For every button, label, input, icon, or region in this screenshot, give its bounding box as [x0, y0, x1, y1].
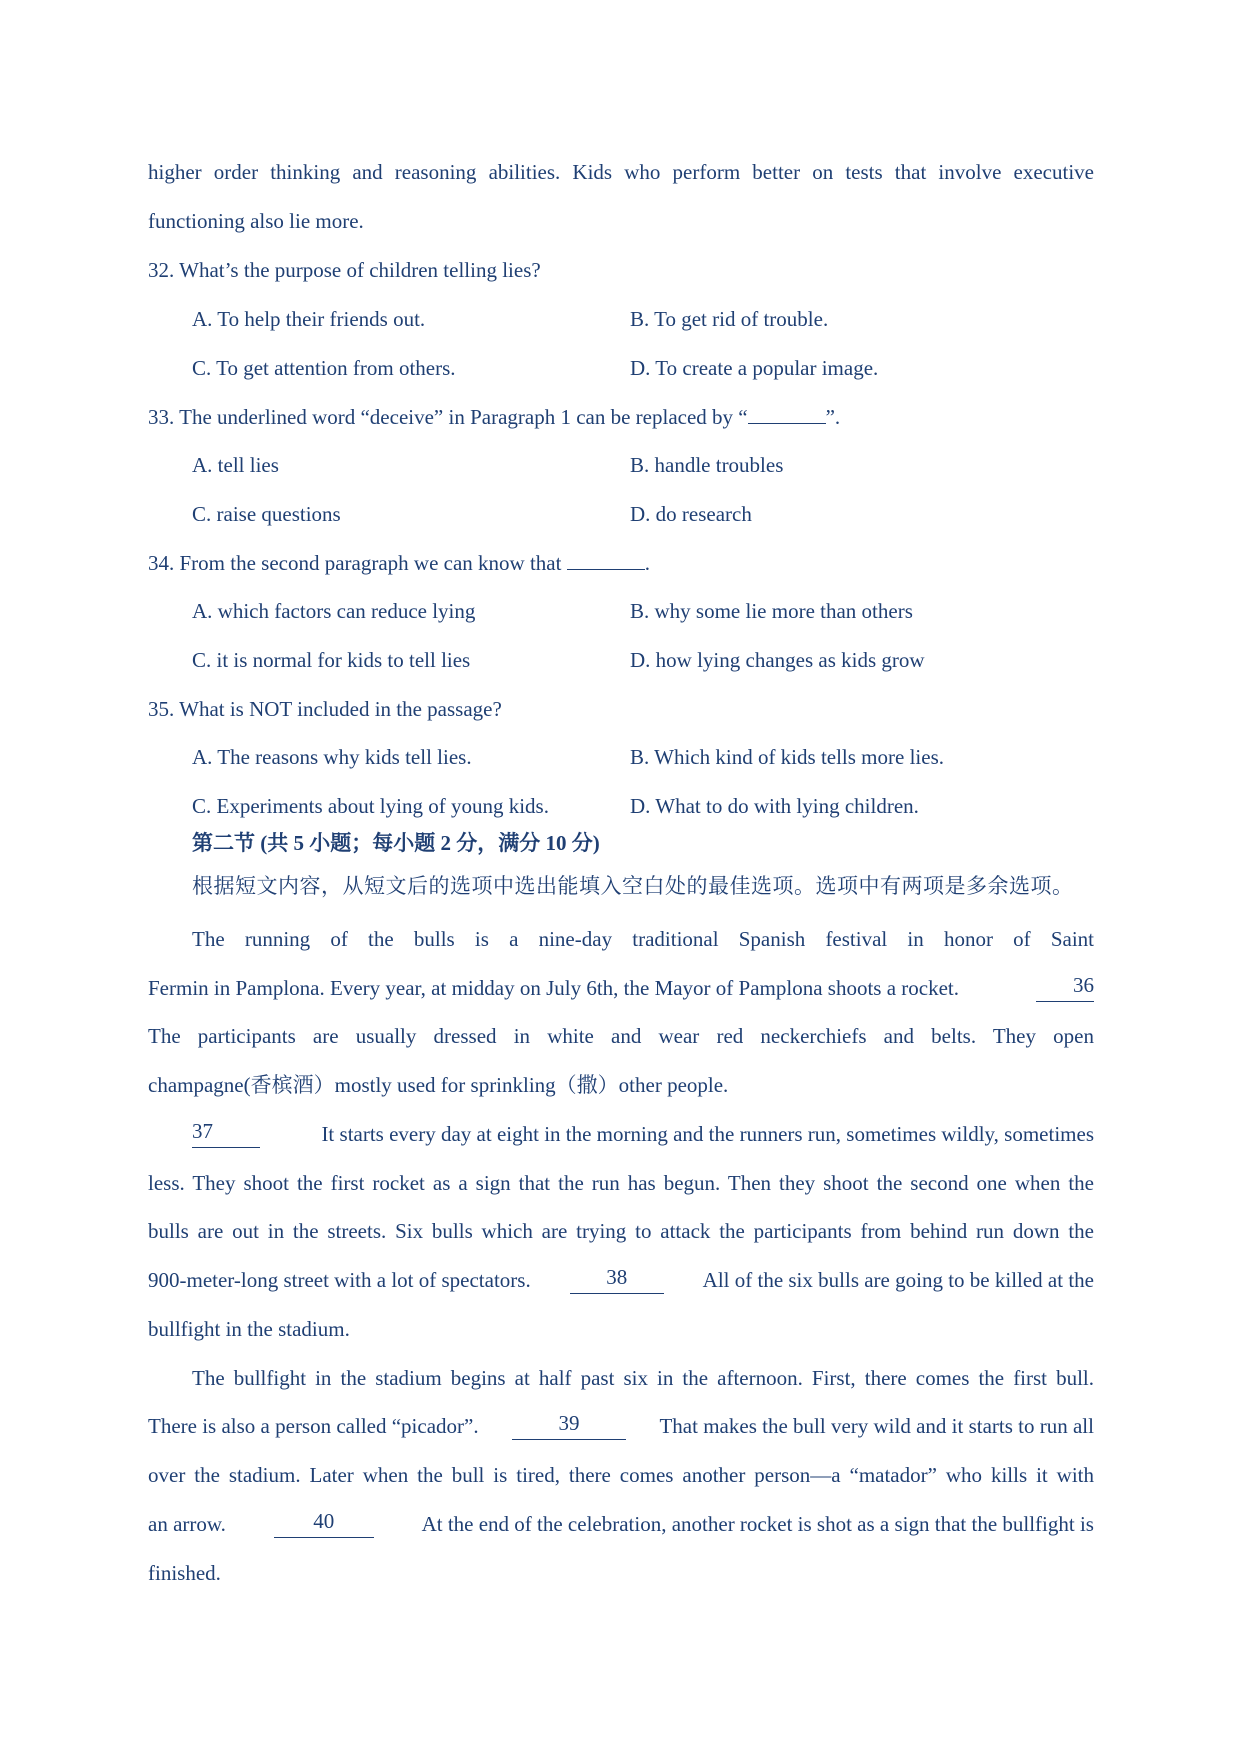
passage-p3-line-2: [148, 1412, 1094, 1440]
intro-line-1: higher order thinking and reasoning abilities. Kids who perform better on tests that involve executive: [148, 160, 1094, 184]
passage-p3-line-1: The bullfight in the stadium begins at half past six in the afternoon. First, there comes the first bull.: [192, 1366, 1094, 1390]
question-33-option-b: B. handle troubles: [630, 453, 784, 477]
question-34-option-b: B. why some lie more than others: [630, 599, 913, 623]
passage-p2-line-3: bulls are out in the streets. Six bulls which are trying to attack the participants from behind run down the: [148, 1219, 1094, 1243]
passage-p3-line-4-text-b: At the end of the celebration, another rocket is shot as a sign that the bullfight is: [421, 1512, 1094, 1536]
section-2-instruction: 根据短文内容，从短文后的选项中选出能填入空白处的最佳选项。选项中有两项是多余选项。: [192, 874, 1074, 898]
blank-36: 36: [1036, 974, 1094, 1002]
blank-37: 37: [192, 1120, 260, 1148]
section-2-title: 第二节 (共 5 小题；每小题 2 分，满分 10 分): [192, 831, 600, 855]
question-33-stem-text: 33. The underlined word “deceive” in Paragraph 1 can be replaced by “: [148, 405, 748, 429]
question-33-option-c: C. raise questions: [192, 502, 341, 526]
passage-p1-line-1: The running of the bulls is a nine-day traditional Spanish festival in honor of Saint: [192, 927, 1094, 951]
blank-38: 38: [570, 1266, 664, 1294]
passage-p1-line-3: The participants are usually dressed in white and wear red neckerchiefs and belts. They open: [148, 1024, 1094, 1048]
question-34-stem-text: 34. From the second paragraph we can know that: [148, 551, 562, 575]
question-35-option-d: D. What to do with lying children.: [630, 794, 919, 818]
question-32-option-c: C. To get attention from others.: [192, 356, 456, 380]
blank-39: 39: [512, 1412, 626, 1440]
question-35-option-c: C. Experiments about lying of young kids.: [192, 794, 549, 818]
passage-p2-line-4-text-a: 900-meter-long street with a lot of spectators.: [148, 1268, 531, 1292]
passage-p2-line-5: bullfight in the stadium.: [148, 1317, 350, 1341]
passage-p3-line-5: finished.: [148, 1561, 221, 1585]
question-33-option-d: D. do research: [630, 502, 752, 526]
blank-40: 40: [274, 1510, 374, 1538]
question-35-option-a: A. The reasons why kids tell lies.: [192, 745, 472, 769]
passage-p3-line-4: [148, 1510, 1094, 1538]
question-33-stem: [148, 403, 1094, 431]
question-34-stem-end: .: [644, 551, 650, 575]
question-34-option-d: D. how lying changes as kids grow: [630, 648, 925, 672]
passage-p2-line-4: [148, 1266, 1094, 1294]
passage-p1-line-4: champagne(香槟酒）mostly used for sprinkling（撒）other people.: [148, 1073, 729, 1097]
intro-line-2: functioning also lie more.: [148, 209, 364, 233]
question-32-option-b: B. To get rid of trouble.: [630, 307, 829, 331]
passage-p3-line-2-text-b: That makes the bull very wild and it starts to run all: [659, 1414, 1094, 1438]
passage-p2-line-1: [192, 1120, 1094, 1148]
passage-p2-line-1-text: It starts every day at eight in the morning and the runners run, sometimes wildly, sometimes: [321, 1122, 1094, 1146]
passage-p3-line-2-text-a: There is also a person called “picador”.: [148, 1414, 479, 1438]
question-34-option-c: C. it is normal for kids to tell lies: [192, 648, 471, 672]
question-32-option-a: A. To help their friends out.: [192, 307, 426, 331]
question-33-stem-end: ”.: [825, 405, 841, 429]
passage-p1-line-2-text: Fermin in Pamplona. Every year, at midday on July 6th, the Mayor of Pamplona shoots a rocket.: [148, 976, 960, 1000]
question-32-option-d: D. To create a popular image.: [630, 356, 879, 380]
passage-p2-line-2: less. They shoot the first rocket as a sign that the run has begun. Then they shoot the second one when the: [148, 1171, 1094, 1195]
passage-p3-line-4-text-a: an arrow.: [148, 1512, 226, 1536]
question-35-stem: 35. What is NOT included in the passage?: [148, 697, 502, 721]
passage-p3-line-3: over the stadium. Later when the bull is tired, there comes another person—a “matador” who kills it with: [148, 1463, 1094, 1487]
passage-p1-line-2: [148, 974, 1094, 1002]
question-32-stem: 32. What’s the purpose of children telling lies?: [148, 258, 541, 282]
question-33-blank: [748, 423, 826, 424]
question-34-stem: [148, 549, 1094, 577]
question-33-option-a: A. tell lies: [192, 453, 279, 477]
question-35-option-b: B. Which kind of kids tells more lies.: [630, 745, 944, 769]
question-34-option-a: A. which factors can reduce lying: [192, 599, 476, 623]
passage-p2-line-4-text-b: All of the six bulls are going to be killed at the: [702, 1268, 1094, 1292]
question-34-blank: [567, 569, 645, 570]
